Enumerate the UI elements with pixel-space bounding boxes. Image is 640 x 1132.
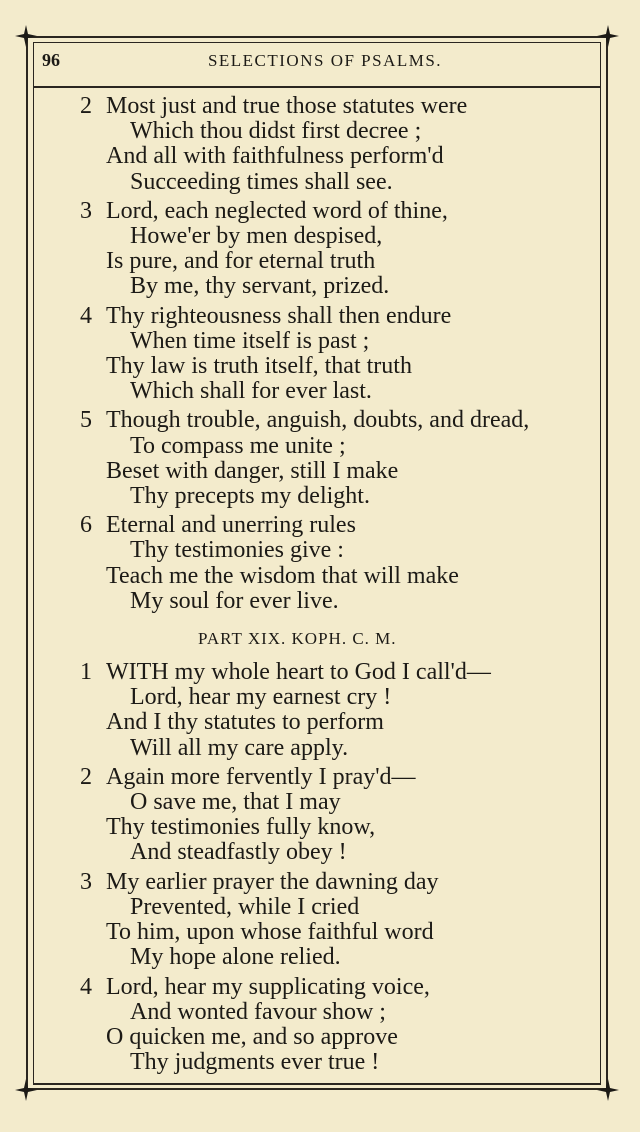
verse-line: My hope alone relied. xyxy=(130,944,341,971)
verse-line: Lord, hear my earnest cry ! xyxy=(130,684,392,711)
verse-line: And I thy statutes to perform xyxy=(106,709,384,736)
verse-line: To compass me unite ; xyxy=(130,432,346,459)
verse-line: Thy law is truth itself, that truth xyxy=(106,353,412,380)
stanza-2-1 xyxy=(80,660,600,761)
verse-line: 3 My earlier prayer the dawning day xyxy=(80,868,439,895)
page-number: 96 xyxy=(42,50,60,70)
verse-line: Thy testimonies give : xyxy=(130,537,344,564)
verse-number: 3 xyxy=(80,197,92,224)
verse-line: O quicken me, and so approve xyxy=(106,1023,398,1050)
verse-line: 6 Eternal and unerring rules xyxy=(80,512,356,539)
stanza-1-3 xyxy=(80,199,600,300)
running-head: SELECTIONS OF PSALMS. xyxy=(207,51,443,70)
part-heading: PART XIX. KOPH. C. M. xyxy=(198,629,397,649)
verse-line: And wonted favour show ; xyxy=(130,998,386,1025)
verse-line: 1 WITH my whole heart to God I call'd— xyxy=(80,659,491,686)
corner-ornament-bottom-left-icon xyxy=(13,1077,39,1103)
verse-line: Beset with danger, still I make xyxy=(106,457,399,484)
verse-line: By me, thy servant, prized. xyxy=(130,273,390,300)
stanza-2-3 xyxy=(80,870,600,971)
verse-line: Succeeding times shall see. xyxy=(130,168,393,195)
verse-number: 4 xyxy=(80,973,92,1000)
verse-number: 4 xyxy=(80,302,92,329)
verse-line: Will all my care apply. xyxy=(130,734,349,761)
verse-number: 5 xyxy=(80,407,92,434)
verse-line: Howe'er by men despised, xyxy=(130,223,383,250)
stanza-1-2 xyxy=(80,94,600,195)
stanza-1-4 xyxy=(80,304,600,405)
stanza-1-6 xyxy=(80,513,600,614)
verse-line: And all with faithfulness perform'd xyxy=(106,143,444,170)
verse-number: 3 xyxy=(80,868,92,895)
page-content xyxy=(80,94,600,1079)
verse-line: 2 Most just and true those statutes were xyxy=(80,93,468,119)
verse-line: Teach me the wisdom that will make xyxy=(106,562,459,589)
stanza-2-2 xyxy=(80,765,600,866)
verse-line: 3 Lord, each neglected word of thine, xyxy=(80,197,448,224)
corner-ornament-top-left-icon xyxy=(13,23,39,49)
verse-line: 2 Again more fervently I pray'd— xyxy=(80,763,416,790)
verse-number: 1 xyxy=(80,659,92,686)
verse-line: Prevented, while I cried xyxy=(130,893,360,920)
verse-line: 4 Thy righteousness shall then endure xyxy=(80,302,452,329)
verse-line: 5 Though trouble, anguish, doubts, and dread, xyxy=(80,407,530,434)
verse-line: Which thou didst first decree ; xyxy=(130,118,422,145)
verse-line: Which shall for ever last. xyxy=(130,378,372,405)
verse-line: When time itself is past ; xyxy=(130,327,370,354)
verse-line: 4 Lord, hear my supplicating voice, xyxy=(80,973,430,1000)
stanza-2-4 xyxy=(80,975,600,1076)
bottom-rule xyxy=(33,1084,601,1085)
corner-ornament-top-right-icon xyxy=(595,23,621,49)
verse-number: 2 xyxy=(80,763,92,790)
verse-line: And steadfastly obey ! xyxy=(130,839,347,866)
verse-line: To him, upon whose faithful word xyxy=(106,919,434,946)
verse-line: Thy testimonies fully know, xyxy=(106,814,376,841)
header-rule xyxy=(33,86,601,88)
verse-number: 6 xyxy=(80,512,92,539)
verse-number: 2 xyxy=(80,93,92,119)
verse-line: Thy precepts my delight. xyxy=(130,483,370,510)
verse-line: Is pure, and for eternal truth xyxy=(106,248,376,275)
verse-line: My soul for ever live. xyxy=(130,587,339,614)
corner-ornament-bottom-right-icon xyxy=(595,1077,621,1103)
verse-line: Thy judgments ever true ! xyxy=(130,1049,380,1076)
verse-line: O save me, that I may xyxy=(130,789,341,816)
stanza-1-5 xyxy=(80,408,600,509)
